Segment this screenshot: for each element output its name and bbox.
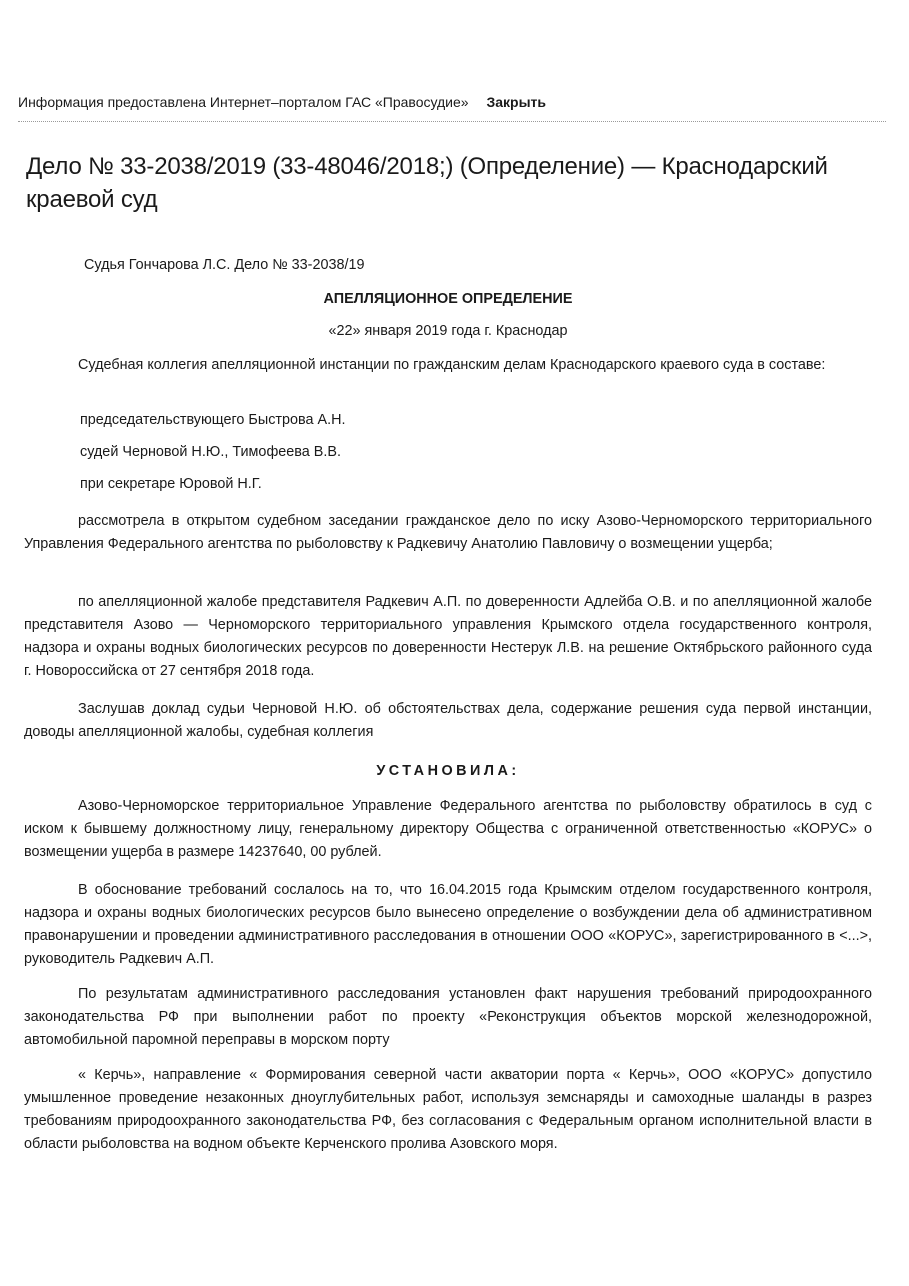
page-title: Дело № 33-2038/2019 (33-48046/2018;) (Определение) — Краснодарский краевой суд	[26, 153, 828, 213]
info-banner	[18, 92, 888, 112]
paragraph-9: В обоснование требований сослалось на то, что 16.04.2015 года Крымским отделом государственного контроля, надзора и охраны водных биологических ресурсов было вынесено определение о возбуждении дела об административном правонарушении и проведении административного расследования в отношении ООО «КОРУС», зарегистрированного в <...>, руководитель Радкевич А.П.	[24, 882, 872, 967]
paragraph-10: По результатам административного расследования установлен факт нарушения требований природоохранного законодательства РФ при выполнении работ по проекту «Реконструкция объектов морской железнодорожной, автомобильной паромной переправы в морском порту	[24, 986, 872, 1048]
paragraph-2: председательствующего Быстрова А.Н.	[80, 412, 346, 428]
paragraph-7: Заслушав доклад судьи Черновой Н.Ю. об обстоятельствах дела, содержание решения суда первой инстанции, доводы апелляционной жалобы, судебная коллегия	[24, 701, 872, 740]
paragraph-6: по апелляционной жалобе представителя Радкевич А.П. по доверенности Адлейба О.В. и по апелляционной жалобе представителя Азово — Черноморского территориального управления Крымского отдела государственного контроля, надзора и охраны водных биологических ресурсов по доверенности Нестерук Л.В. на решение Октябрьского районного суда г. Новороссийска от 27 сентября 2018 года.	[24, 594, 872, 679]
paragraph-11: « Керчь», направление « Формирования северной части акватории порта « Керчь», ООО «КОРУС» допустило умышленное проведение незаконных дноуглубительных работ, используя земснаряды и самоходные шаланды в разрез требованиям природоохранного законодательства РФ, без согласования с Федеральным органом исполнительной власти в области рыболовства на водном объекте Керченского пролива Азовского моря.	[24, 1067, 872, 1152]
section-heading: УСТАНОВИЛА:	[376, 763, 520, 779]
document-heading: АПЕЛЛЯЦИОННОЕ ОПРЕДЕЛЕНИЕ	[323, 291, 573, 307]
close-link[interactable]: Закрыть	[486, 94, 547, 110]
paragraph-4: при секретаре Юровой Н.Г.	[80, 476, 262, 492]
date-line: «22» января 2019 года г. Краснодар	[328, 323, 568, 339]
banner-divider	[18, 121, 886, 122]
judge-line: Судья Гончарова Л.С. Дело № 33-2038/19	[84, 257, 365, 273]
paragraph-1: Судебная коллегия апелляционной инстанции по гражданским делам Краснодарского краевого суда в составе:	[78, 357, 826, 373]
banner-info-text: Информация предоставлена Интернет–порталом ГАС «Правосудие»	[18, 94, 469, 110]
paragraph-3: судей Черновой Н.Ю., Тимофеева В.В.	[80, 444, 341, 460]
paragraph-5: рассмотрела в открытом судебном заседании гражданское дело по иску Азово-Черноморского территориального Управления Федерального агентства по рыболовству к Радкевичу Анатолию Павловичу о возмещении ущерба;	[24, 513, 872, 552]
paragraph-8: Азово-Черноморское территориальное Управление Федерального агентства по рыболовству обратилось в суд с иском к бывшему должностному лицу, генеральному директору Общества с ограниченной ответственностью «КОРУС» о возмещении ущерба в размере 14237640, 00 рублей.	[24, 798, 872, 860]
